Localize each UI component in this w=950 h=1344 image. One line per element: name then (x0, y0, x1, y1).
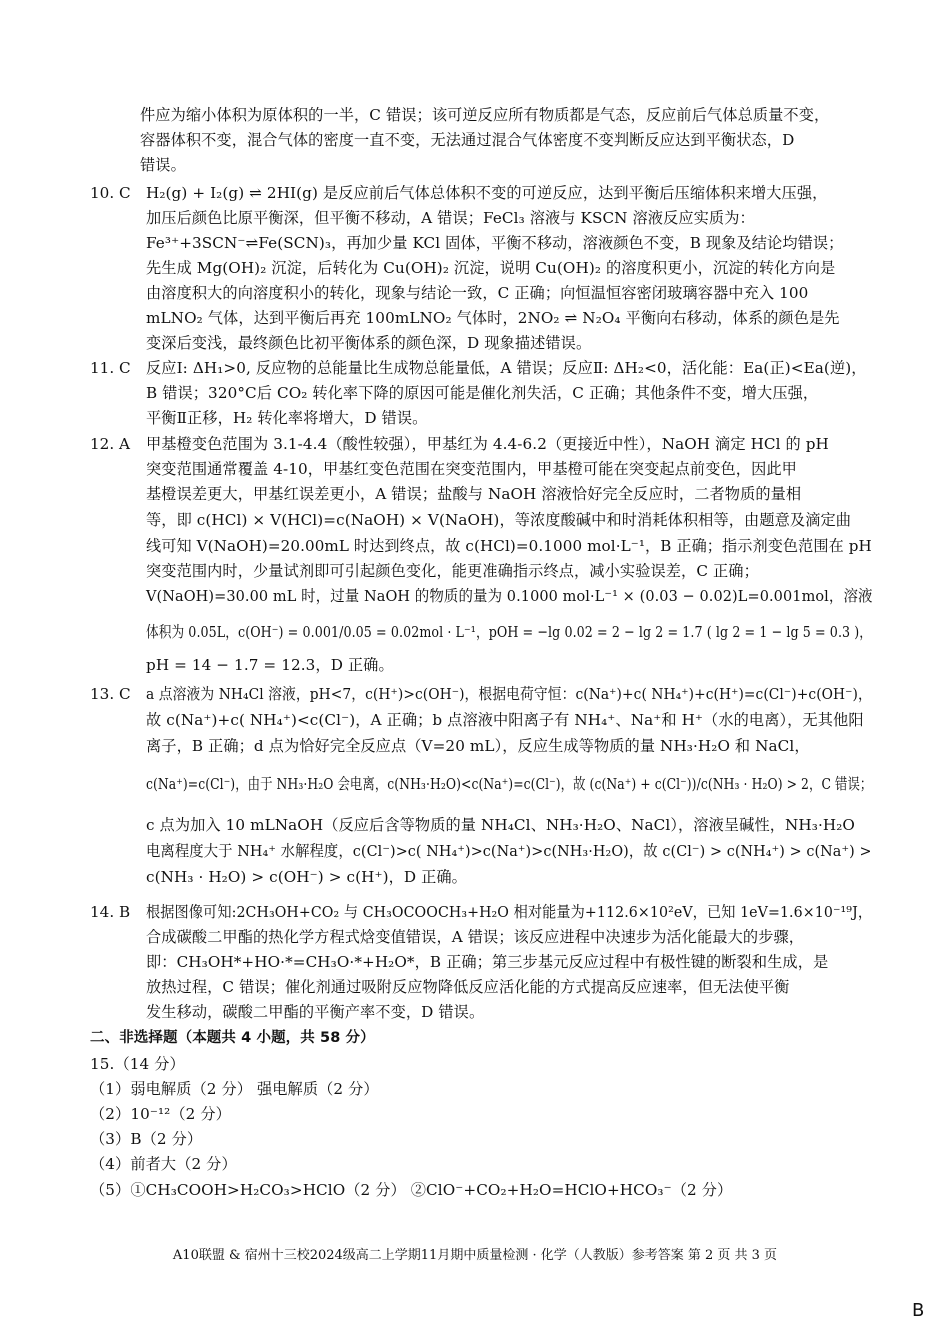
q13-line-5: c 点为加入 10 mLNaOH（反应后含等物质的量 NH₄Cl、NH₃·H₂O、NaCl），溶液呈碱性，NH₃·H₂O (146, 816, 855, 834)
q13-line-4: c(Na⁺)=c(Cl⁻)，由于 NH₃·H₂O 会电离，c(NH₃·H₂O)<c(Na⁺)=c(Cl⁻)，故 (c(Na⁺) + c(Cl⁻))/c(NH₃ · H₂O) > 2，C 错误； (146, 775, 873, 793)
corner-mark: B (912, 1300, 925, 1321)
q14-line-5: 发生移动，碳酸二甲酯的平衡产率不变，D 错误。 (146, 1003, 485, 1021)
q10-line-5: 由溶度积大的向溶度积小的转化，现象与结论一致，C 正确；向恒温恒容密闭玻璃容器中充入 100 (146, 284, 809, 302)
page-footer: A10联盟 & 宿州十三校2024级高二上学期11月期中质量检测 · 化学（人教版）参考答案 第 2 页 共 3 页 (172, 1248, 778, 1263)
q15-item-4: （4）前者大（2 分） (90, 1155, 237, 1173)
q15-item-2: （2）10⁻¹²（2 分） (90, 1105, 231, 1123)
q9-line-2: 容器体积不变，混合气体的密度一直不变，无法通过混合气体密度不变判断反应达到平衡状态，D (140, 131, 795, 149)
q9-line-3: 错误。 (140, 156, 186, 174)
q15-item-5: （5）①CH₃COOH>H₂CO₃>HClO（2 分） ②ClO⁻+CO₂+H₂O=HClO+HCO₃⁻（2 分） (90, 1181, 733, 1199)
q11-number: 11. C (90, 359, 131, 377)
q14-line-1: 根据图像可知:2CH₃OH+CO₂ 与 CH₃OCOOCH₃+H₂O 相对能量为+112.6×10²eV，已知 1eV=1.6×10⁻¹⁹J， (146, 903, 873, 921)
q12-line-4: 等，即 c(HCl) × V(HCl)=c(NaOH) × V(NaOH)，等浓度酸碱中和时消耗体积相等，由题意及滴定曲 (146, 511, 852, 529)
q11-line-2: B 错误；320°C后 CO₂ 转化率下降的原因可能是催化剂失活，C 正确；其他条件不变，增大压强， (146, 384, 819, 402)
q13-line-1: a 点溶液为 NH₄Cl 溶液，pH<7，c(H⁺)>c(OH⁻)，根据电荷守恒：c(Na⁺)+c( NH₄⁺)+c(H⁺)=c(Cl⁻)+c(OH⁻)， (146, 685, 872, 703)
q10-line-6: mLNO₂ 气体，达到平衡后再充 100mLNO₂ 气体时，2NO₂ ⇌ N₂O₄ 平衡向右移动，体系的颜色是先 (146, 309, 840, 327)
q10-line-3: Fe³⁺+3SCN⁻⇌Fe(SCN)₃，再加少量 KCl 固体，平衡不移动，溶液颜色不变，B 现象及结论均错误； (146, 234, 844, 252)
q12-line-3: 基橙误差更大，甲基红误差更小，A 错误；盐酸与 NaOH 溶液恰好完全反应时，二者物质的量相 (146, 485, 802, 503)
section-2-heading: 二、非选择题（本题共 4 小题，共 58 分） (90, 1030, 375, 1046)
q14-number: 14. B (90, 903, 131, 921)
q10-number: 10. C (90, 184, 131, 202)
q15-header: 15.（14 分） (90, 1055, 185, 1073)
q10-line-7: 变深后变浅，最终颜色比初平衡体系的颜色深，D 现象描述错误。 (146, 334, 592, 352)
q15-item-1: （1）弱电解质（2 分） 强电解质（2 分） (90, 1080, 379, 1098)
q14-line-2: 合成碳酸二甲酯的热化学方程式焓变值错误，A 错误；该反应进程中决速步为活化能最大的步骤， (146, 928, 805, 946)
q14-line-3: 即：CH₃OH*+HO·*=CH₃O·*+H₂O*，B 正确；第三步基元反应过程中有极性键的断裂和生成，是 (146, 953, 829, 971)
q12-line-5: 线可知 V(NaOH)=20.00mL 时达到终点，故 c(HCl)=0.1000 mol·L⁻¹，B 正确；指示剂变色范围在 pH (146, 537, 872, 555)
q10-line-1: H₂(g) + I₂(g) ⇌ 2HI(g) 是反应前后气体总体积不变的可逆反应，达到平衡后压缩体积来增大压强， (146, 184, 828, 202)
q14-line-4: 放热过程，C 错误；催化剂通过吸附反应物降低反应活化能的方式提高反应速率，但无法使平衡 (146, 978, 790, 996)
q13-line-6: 电离程度大于 NH₄⁺ 水解程度，c(Cl⁻)>c( NH₄⁺)>c(Na⁺)>c(NH₃·H₂O)，故 c(Cl⁻) > c(NH₄⁺) > c(Na⁺) > (146, 842, 872, 860)
q12-line-2: 突变范围通常覆盖 4-10，甲基红变色范围在突变范围内，甲基橙可能在突变起点前变色，因此甲 (146, 460, 797, 478)
q15-item-3: （3）B（2 分） (90, 1130, 203, 1148)
q9-line-1: 件应为缩小体积为原体积的一半，C 错误；该可逆反应所有物质都是气态，反应前后气体总质量不变， (140, 106, 830, 124)
q12-number: 12. A (90, 435, 130, 453)
q12-line-9: pH = 14 − 1.7 = 12.3，D 正确。 (146, 656, 394, 674)
q10-line-2: 加压后颜色比原平衡深，但平衡不移动，A 错误；FeCl₃ 溶液与 KSCN 溶液反应实质为： (146, 209, 755, 227)
q13-line-2: 故 c(Na⁺)+c( NH₄⁺)<c(Cl⁻)，A 正确；b 点溶液中阳离子有 NH₄⁺、Na⁺和 H⁺（水的电离），无其他阳 (146, 711, 864, 729)
q12-line-8: 体积为 0.05L，c(OH⁻) = 0.001/0.05 = 0.02mol · L⁻¹，pOH = −lg 0.02 = 2 − lg 2 = 1.7 ( lg 2 = 1 − lg 5 = 0.3 )， (146, 623, 873, 641)
q12-line-6: 突变范围内时，少量试剂即可引起颜色变化，能更准确指示终点，减小实验误差，C 正确； (146, 562, 759, 580)
q13-line-7: c(NH₃ · H₂O) > c(OH⁻) > c(H⁺)，D 正确。 (146, 868, 467, 886)
q12-line-7: V(NaOH)=30.00 mL 时，过量 NaOH 的物质的量为 0.1000 mol·L⁻¹ × (0.03 − 0.02)L=0.001mol，溶液 (146, 587, 873, 605)
q11-line-3: 平衡Ⅱ正移，H₂ 转化率将增大，D 错误。 (146, 409, 428, 427)
q13-line-3: 离子，B 正确；d 点为恰好完全反应点（V=20 mL），反应生成等物质的量 NH₃·H₂O 和 NaCl， (146, 737, 810, 755)
q13-number: 13. C (90, 685, 131, 703)
q10-line-4: 先生成 Mg(OH)₂ 沉淀，后转化为 Cu(OH)₂ 沉淀，说明 Cu(OH)₂ 的溶度积更小，沉淀的转化方向是 (146, 259, 836, 277)
q12-line-1: 甲基橙变色范围为 3.1-4.4（酸性较强），甲基红为 4.4-6.2（更接近中性），NaOH 滴定 HCl 的 pH (146, 435, 829, 453)
q11-line-1: 反应Ⅰ: ΔH₁>0, 反应物的总能量比生成物总能量低，A 错误；反应Ⅱ: ΔH₂<0，活化能：Ea(正)<Ea(逆)， (146, 359, 867, 377)
